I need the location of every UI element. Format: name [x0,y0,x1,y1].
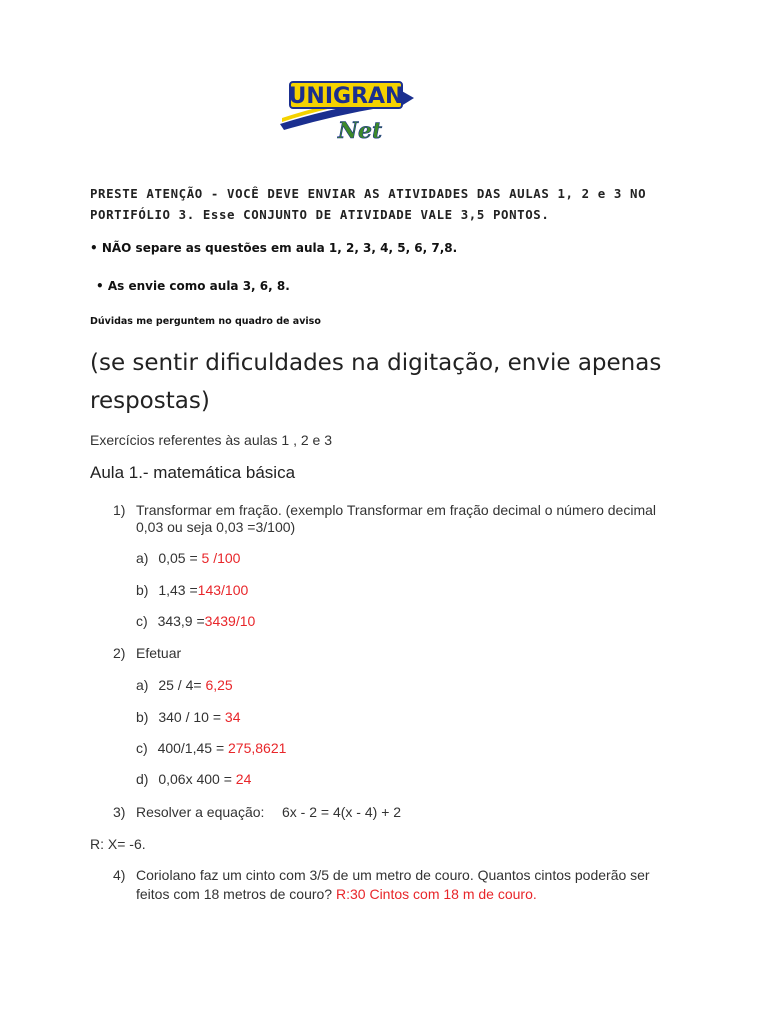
item-expression: 400/1,45 = [157,740,229,756]
question-4-line1: Coriolano faz um cinto com 3/5 de um metro de couro. Quantos cintos poderão ser [136,867,650,883]
question-2-text: Efetuar [136,645,182,661]
logo-graphic [276,66,416,150]
question-1-text: Transformar em fração. (exemplo Transformar em fração decimal o número decimal 0,03 ou seja 0,03 =3/100) [136,502,656,535]
item-expression: 0,05 = [158,550,202,566]
question-2a [136,677,233,694]
lesson-title: Aula 1.- matemática básica [90,463,296,482]
question-2d [136,771,251,788]
doubts-note: Dúvidas me perguntem no quadro de aviso [90,316,321,327]
item-answer: 24 [235,771,252,787]
item-expression: 0,06x 400 = [158,771,236,787]
item-answer: 3439/10 [204,613,256,629]
unigran-net-logo [276,66,416,150]
bullet-send: • As envie como aula 3, 6, 8. [96,279,290,293]
item-label: d) [136,771,149,787]
item-expression: 25 / 4= [158,677,206,693]
question-2c [136,740,286,757]
item-answer: 143/100 [197,582,249,598]
item-label: c) [136,613,148,629]
item-label: b) [136,582,149,598]
item-label: a) [136,677,149,693]
item-label: c) [136,740,148,756]
question-1a [136,550,240,567]
item-answer: 5 /100 [201,550,241,566]
question-4-number: 4) [113,867,126,883]
question-1-number: 1) [113,502,126,518]
question-4-text: feitos com 18 metros de couro? [136,886,336,902]
notice-text: PRESTE ATENÇÃO - VOCÊ DEVE ENVIAR AS ATIVIDADES DAS AULAS 1, 2 e 3 NO PORTIFÓLIO 3. Esse CONJUNTO DE ATIVIDADE VALE 3,5 PONTOS. [90,186,647,222]
question-2-number: 2) [113,645,126,661]
item-answer: 6,25 [205,677,233,693]
logo-net-text: Net [337,118,383,144]
question-1b [136,582,248,599]
question-3-number: 3) [113,804,126,820]
exercises-reference: Exercícios referentes às aulas 1 , 2 e 3 [90,432,333,448]
item-expression: 343,9 = [157,613,205,629]
item-label: b) [136,709,149,725]
question-4-answer: R:30 Cintos com 18 m de couro. [336,886,537,902]
typing-difficulty-note: (se sentir dificuldades na digitação, envie apenas respostas) [90,350,662,414]
question-3-answer: R: X= -6. [90,836,146,852]
item-answer: 275,8621 [228,740,287,756]
logo-text: UNIGRAN [288,84,404,109]
item-expression: 1,43 = [158,582,198,598]
item-answer: 34 [224,709,241,725]
question-2b [136,709,240,726]
question-3-equation: 6x - 2 = 4(x - 4) + 2 [282,804,402,820]
question-1c [136,613,255,630]
question-3-text: Resolver a equação: [136,804,265,820]
item-label: a) [136,550,149,566]
bullet-separate: • NÃO separe as questões em aula 1, 2, 3, 4, 5, 6, 7,8. [90,241,458,255]
item-expression: 340 / 10 = [158,709,225,725]
question-4-line2 [136,886,696,903]
